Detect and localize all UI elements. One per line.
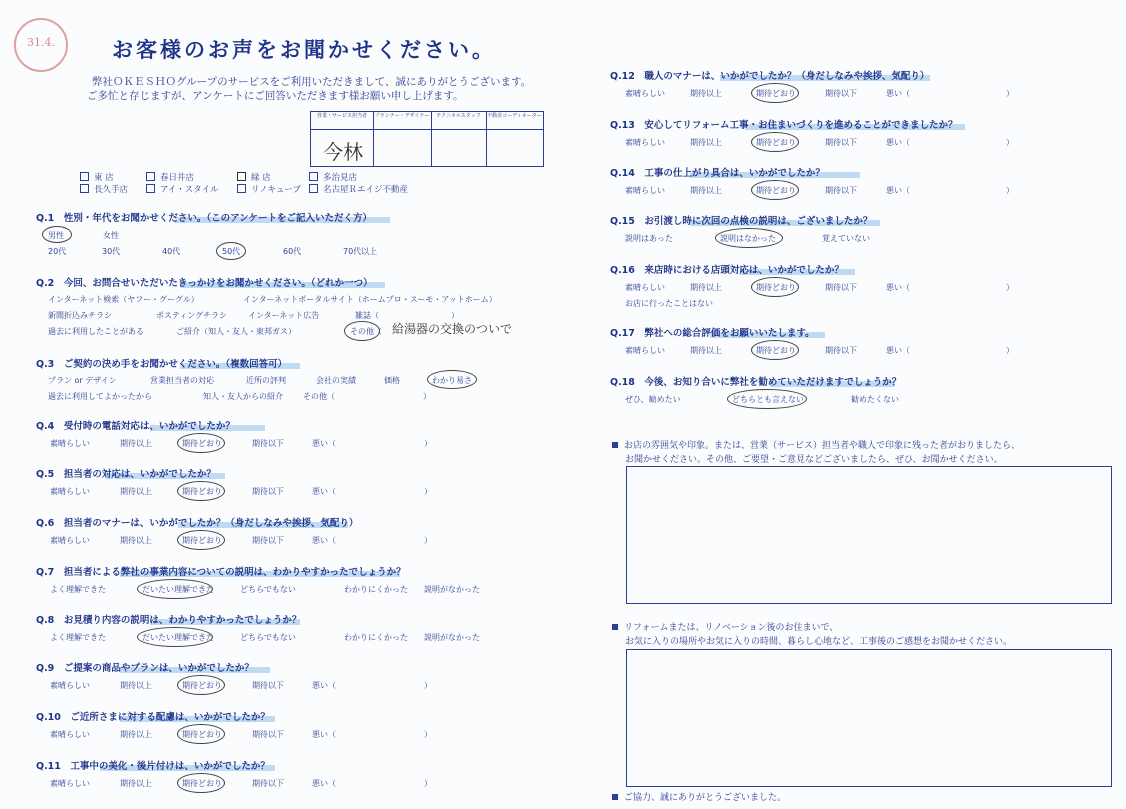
comment2-heading-2: お気に入りの場所やお気に入りの時間、暮らし心地など、工事後のご感想をお聞かせください。: [625, 637, 1013, 647]
answer-circle: [177, 481, 225, 501]
shop-option-midori[interactable]: 緑 店: [237, 171, 271, 183]
shop-option-tajimi[interactable]: 多治見店: [309, 171, 357, 183]
q6-option[interactable]: 期待どおり: [182, 536, 222, 545]
q3-option[interactable]: その他（ ）: [303, 392, 431, 401]
q16-option[interactable]: 悪い（ ）: [886, 283, 1014, 292]
q7-option[interactable]: よく理解できた: [50, 585, 106, 594]
question-q3: Q.3 ご契約の決め手をお聞かせください。（複数回答可）: [36, 359, 288, 370]
question-q11: Q.11 工事中の美化・後片付けは、いかがでしたか？: [36, 761, 270, 772]
q3-option[interactable]: プラン or デザイン: [48, 376, 117, 385]
answer-circle: [751, 83, 799, 103]
q7-option[interactable]: だいたい理解できた: [142, 585, 214, 594]
answer-circle: [344, 321, 380, 341]
staff-header-planner: プランナー・デザイナー: [373, 112, 431, 130]
q7-option[interactable]: どちらでもない: [240, 585, 296, 594]
q12-option[interactable]: 素晴らしい: [625, 89, 665, 98]
q1-option[interactable]: 女性: [103, 231, 119, 240]
q11-option[interactable]: 期待どおり: [182, 779, 222, 788]
q6-option[interactable]: 悪い（ ）: [312, 536, 432, 545]
answer-circle: [42, 226, 72, 243]
q14-option[interactable]: 期待以上: [690, 186, 722, 195]
question-q13: Q.13 安心してリフォーム工事・お住まいづくりを進めることができましたか？: [610, 120, 958, 131]
q4-option[interactable]: 悪い（ ）: [312, 439, 432, 448]
q9-option[interactable]: 期待以下: [252, 681, 284, 690]
page-title: お客様のお声をお聞かせください。: [112, 38, 496, 62]
q2-option[interactable]: ご紹介（知人・友人・東邦ガス）: [176, 327, 296, 336]
q1-option[interactable]: 50代: [222, 247, 241, 256]
comment2-heading-1: リフォームまたは、リノベーション後のお住まいで、: [612, 620, 838, 633]
q12-option[interactable]: 期待以下: [825, 89, 857, 98]
q12-option[interactable]: 期待以上: [690, 89, 722, 98]
answer-circle: [137, 627, 213, 647]
shop-option-nagakute[interactable]: 長久手店: [80, 183, 128, 195]
q7-option[interactable]: 説明がなかった: [424, 585, 480, 594]
comment1-box[interactable]: [626, 466, 1112, 604]
answer-circle: [177, 530, 225, 550]
staff-header-realestate: 不動産コーディネーター: [486, 112, 543, 130]
question-q9: Q.9 ご提案の商品やプランは、いかがでしたか？: [36, 663, 254, 674]
q8-option[interactable]: よく理解できた: [50, 633, 106, 642]
shop-option-renocube[interactable]: リノキューブ: [237, 183, 301, 195]
answer-circle: [177, 773, 225, 793]
question-q10: Q.10 ご近所さまに対する配慮は、いかがでしたか？: [36, 712, 270, 723]
q5-option[interactable]: 悪い（ ）: [312, 487, 432, 496]
q12-option[interactable]: 悪い（ ）: [886, 89, 1014, 98]
q13-option[interactable]: 期待以下: [825, 138, 857, 147]
q13-option[interactable]: 悪い（ ）: [886, 138, 1014, 147]
question-q17: Q.17 弊社への総合評価をお願いいたします。: [610, 328, 815, 339]
shop-option-r-age[interactable]: 名古屋Ｒエイジ不動産: [309, 183, 408, 195]
q8-option[interactable]: 説明がなかった: [424, 633, 480, 642]
q16-option[interactable]: 素晴らしい: [625, 283, 665, 292]
question-q14: Q.14 工事の仕上がり具合は、いかがでしたか？: [610, 168, 825, 179]
q1-option[interactable]: 30代: [102, 247, 121, 256]
q17-option[interactable]: 素晴らしい: [625, 346, 665, 355]
question-q8: Q.8 お見積り内容の説明は、わかりやすかったでしょうか？: [36, 615, 302, 626]
comment1-heading-2: お聞かせください。その他、ご要望・ご意見などございましたら、ぜひ、お聞かせください。: [625, 455, 1003, 465]
q4-option[interactable]: 期待以上: [120, 439, 152, 448]
q17-option[interactable]: 悪い（ ）: [886, 346, 1014, 355]
q11-option[interactable]: 悪い（ ）: [312, 779, 432, 788]
staff-header-sales: 営業・サービス担当者: [311, 112, 373, 130]
answer-circle: [177, 724, 225, 744]
q2-option[interactable]: その他（: [350, 327, 382, 336]
q2-option[interactable]: ポスティングチラシ: [156, 311, 228, 320]
answer-circle: [751, 132, 799, 152]
answer-circle: [137, 579, 213, 599]
answer-circle: [177, 675, 225, 695]
q15-option[interactable]: 覚えていない: [822, 234, 870, 243]
q15-option[interactable]: 説明はなかった: [720, 234, 776, 243]
staff-handwritten-name: 今林: [323, 140, 363, 164]
q4-option[interactable]: 期待どおり: [182, 439, 222, 448]
q16-option[interactable]: 期待以上: [690, 283, 722, 292]
q17-option[interactable]: 期待以下: [825, 346, 857, 355]
q9-option[interactable]: 期待以上: [120, 681, 152, 690]
q14-option[interactable]: 期待以下: [825, 186, 857, 195]
q2-option[interactable]: 新聞折込みチラシ: [48, 311, 112, 320]
q3-option[interactable]: 過去に利用してよかったから: [48, 392, 152, 401]
comment1-heading-1: お店の雰囲気や印象。または、営業（サービス）担当者や職人で印象に残った者がおりましたら、: [612, 438, 1020, 451]
answer-circle: [427, 370, 477, 389]
question-q12: Q.12 職人のマナーは、いかがでしたか？（身だしなみや挨拶、気配り）: [610, 71, 930, 82]
thanks-message: ご協力、誠にありがとうございました。: [612, 790, 786, 803]
q3-option[interactable]: 会社の実績: [316, 376, 356, 385]
date-stamp: 31.4.: [14, 18, 68, 72]
q9-option[interactable]: 期待どおり: [182, 681, 222, 690]
q3-option[interactable]: わかり易さ: [432, 376, 472, 385]
q13-option[interactable]: 期待以上: [690, 138, 722, 147]
q15-option[interactable]: 説明はあった: [625, 234, 673, 243]
answer-circle: [751, 340, 799, 360]
q7-option[interactable]: わかりにくかった: [344, 585, 408, 594]
q16-option[interactable]: 期待以下: [825, 283, 857, 292]
q11-option[interactable]: 期待以下: [252, 779, 284, 788]
q2-option[interactable]: インターネット広告: [248, 311, 320, 320]
q1-option[interactable]: 40代: [162, 247, 181, 256]
q2-option[interactable]: インターネットポータルサイト（ホームプロ・スーモ・アットホーム）: [243, 295, 497, 304]
q1-option[interactable]: 20代: [48, 247, 67, 256]
q5-option[interactable]: 期待以上: [120, 487, 152, 496]
question-q16: Q.16 来店時における店頭対応は、いかがでしたか？: [610, 265, 844, 276]
q13-option[interactable]: 期待どおり: [756, 138, 796, 147]
q18-option[interactable]: 勧めたくない: [851, 395, 899, 404]
q17-option[interactable]: 期待以上: [690, 346, 722, 355]
q6-option[interactable]: 素晴らしい: [50, 536, 90, 545]
answer-circle: [177, 433, 225, 453]
question-q15: Q.15 お引渡し時に次回の点検の説明は、ございましたか？: [610, 216, 873, 227]
q11-option[interactable]: 素晴らしい: [50, 779, 90, 788]
answer-circle: [216, 242, 246, 260]
q14-option[interactable]: 悪い（ ）: [886, 186, 1014, 195]
q12-option[interactable]: 期待どおり: [756, 89, 796, 98]
q5-option[interactable]: 期待どおり: [182, 487, 222, 496]
q5-option[interactable]: 素晴らしい: [50, 487, 90, 496]
q2-option[interactable]: 過去に利用したことがある: [48, 327, 144, 336]
q16-option[interactable]: お店に行ったことはない: [625, 299, 713, 308]
shop-option-kasugai[interactable]: 春日井店: [146, 171, 194, 183]
q10-option[interactable]: 悪い（ ）: [312, 730, 432, 739]
q8-option[interactable]: だいたい理解できた: [142, 633, 214, 642]
q10-option[interactable]: 素晴らしい: [50, 730, 90, 739]
intro-line-2: ご多忙と存じますが、アンケートにご回答いただきます様お願い申し上げます。: [87, 90, 464, 102]
q10-option[interactable]: 期待どおり: [182, 730, 222, 739]
q3-option[interactable]: 知人・友人からの紹介: [203, 392, 283, 401]
intro-line-1: 弊社ＯＫＥＳＨＯグループのサービスをご利用いただきまして、誠にありがとうございます。: [92, 76, 532, 88]
answer-circle: [751, 277, 799, 297]
q17-option[interactable]: 期待どおり: [756, 346, 796, 355]
q3-option[interactable]: 近所の評判: [246, 376, 286, 385]
shop-option-higashi[interactable]: 東 店: [80, 171, 114, 183]
q6-option[interactable]: 期待以下: [252, 536, 284, 545]
q1-option[interactable]: 60代: [283, 247, 302, 256]
q3-option[interactable]: 営業担当者の対応: [150, 376, 214, 385]
question-q4: Q.4 受付時の電話対応は、いかがでしたか？: [36, 421, 235, 432]
q14-option[interactable]: 期待どおり: [756, 186, 796, 195]
q2-option[interactable]: インターネット検索（ヤフー・グーグル）: [48, 295, 199, 304]
q4-option[interactable]: 素晴らしい: [50, 439, 90, 448]
shop-option-istyle[interactable]: アイ・スタイル: [146, 183, 219, 195]
q14-option[interactable]: 素晴らしい: [625, 186, 665, 195]
question-q2: Q.2 今回、お問合せいただいたきっかけをお聞かせください。（どれか一つ）: [36, 278, 373, 289]
question-q18: Q.18 今後、お知り合いに弊社を勧めていただけますでしょうか？: [610, 377, 902, 388]
q5-option[interactable]: 期待以下: [252, 487, 284, 496]
question-q1: Q.1 性別・年代をお聞かせください。（このアンケートをご記入いただく方）: [36, 213, 372, 224]
answer-circle: [715, 228, 783, 248]
q6-option[interactable]: 期待以上: [120, 536, 152, 545]
q10-option[interactable]: 期待以下: [252, 730, 284, 739]
q2-handwritten-note: 給湯器の交換のついで: [392, 322, 513, 336]
q2-option[interactable]: 雑誌（ ）: [355, 311, 459, 320]
q9-option[interactable]: 素晴らしい: [50, 681, 90, 690]
q4-option[interactable]: 期待以下: [252, 439, 284, 448]
q3-option[interactable]: 価格: [384, 376, 400, 385]
q18-option[interactable]: どちらとも言えない: [732, 395, 804, 404]
comment2-box[interactable]: [626, 649, 1112, 787]
q8-option[interactable]: どちらでもない: [240, 633, 296, 642]
q16-option[interactable]: 期待どおり: [756, 283, 796, 292]
q11-option[interactable]: 期待以上: [120, 779, 152, 788]
staff-header-technical: テクニカルスタッフ: [431, 112, 486, 130]
q1-option[interactable]: 70代以上: [343, 247, 378, 256]
question-q7: Q.7 担当者による弊社の事業内容についての説明は、わかりやすかったでしょうか？: [36, 567, 406, 578]
q9-option[interactable]: 悪い（ ）: [312, 681, 432, 690]
answer-circle: [727, 389, 807, 409]
question-q6: Q.6 担当者のマナーは、いかがでしたか？（身だしなみや挨拶、気配り）: [36, 518, 359, 529]
q13-option[interactable]: 素晴らしい: [625, 138, 665, 147]
q10-option[interactable]: 期待以上: [120, 730, 152, 739]
answer-circle: [751, 180, 799, 200]
question-q5: Q.5 担当者の対応は、いかがでしたか？: [36, 469, 216, 480]
q8-option[interactable]: わかりにくかった: [344, 633, 408, 642]
q1-option[interactable]: 男性: [48, 231, 64, 240]
staff-table: [310, 111, 544, 167]
q18-option[interactable]: ぜひ、勧めたい: [625, 395, 681, 404]
